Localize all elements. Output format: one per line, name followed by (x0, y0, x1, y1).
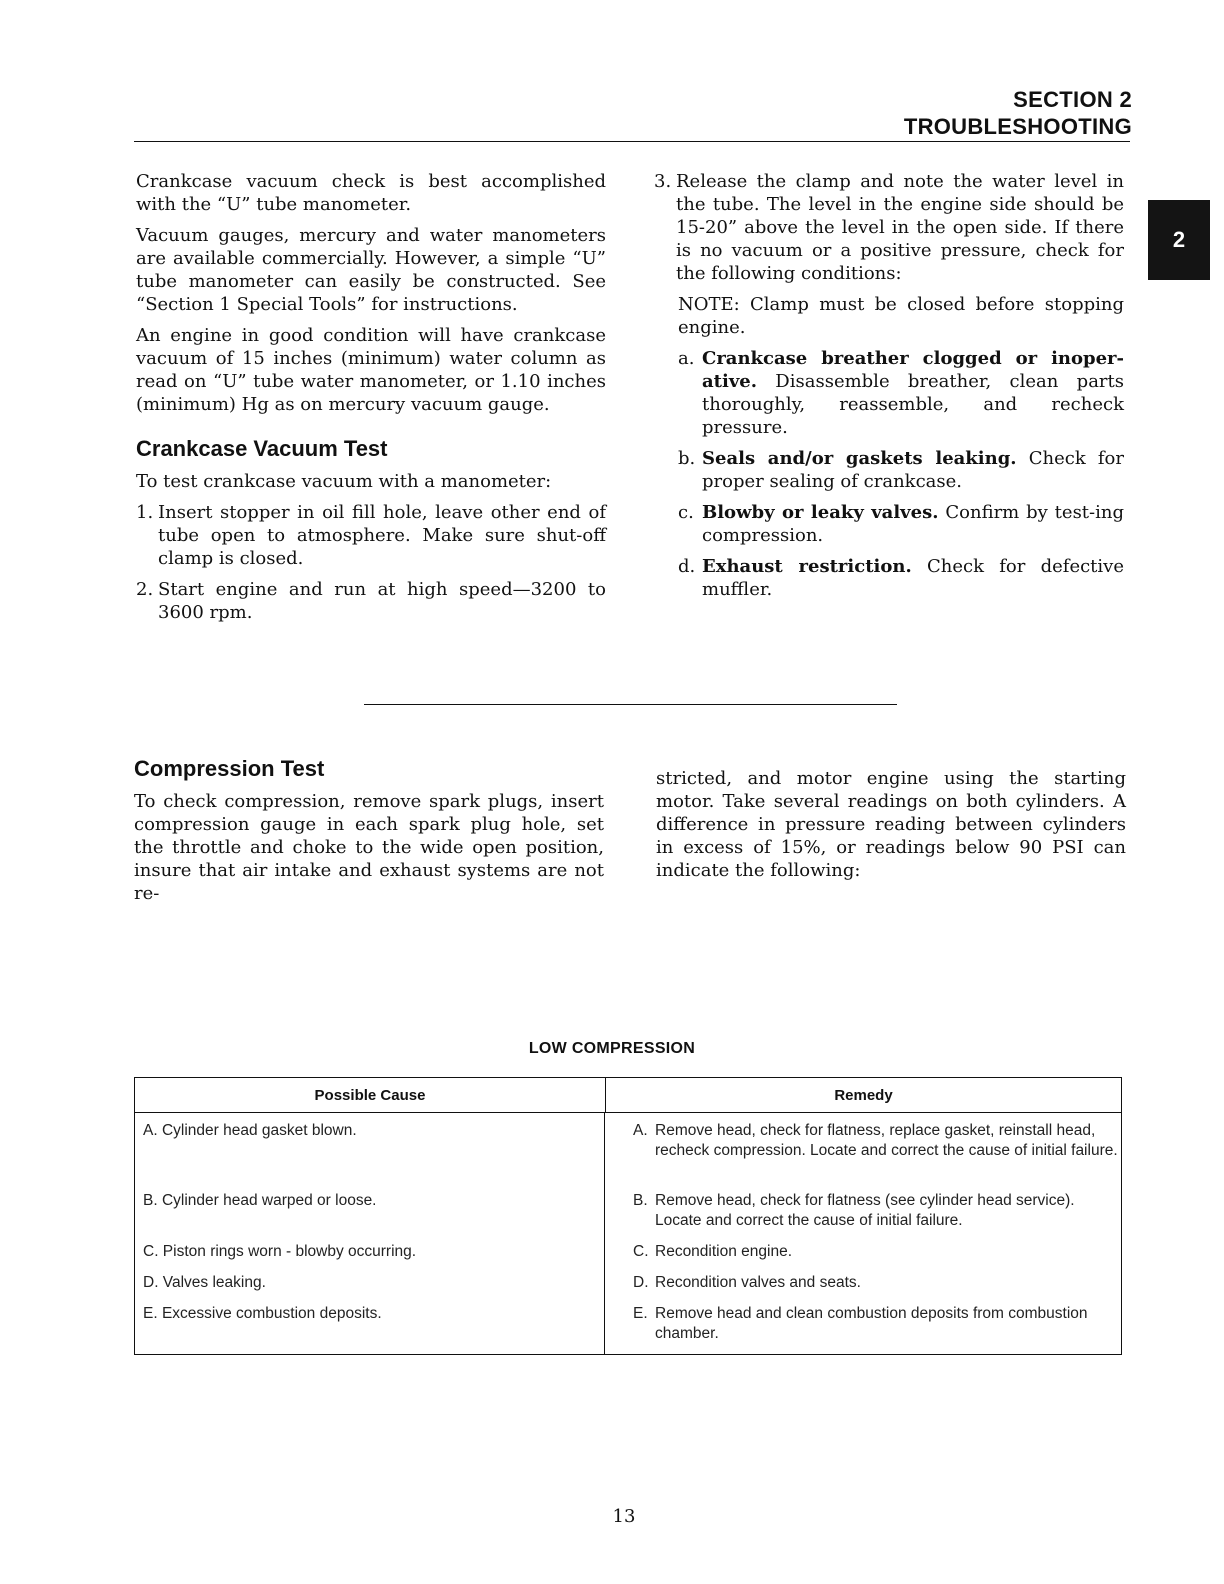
left-column (136, 170, 606, 632)
condition-item (654, 555, 1124, 601)
condition-item (654, 501, 1124, 547)
step-number: 1. (136, 502, 154, 523)
compression-heading: Compression Test (134, 756, 325, 781)
intro-paragraph: Vacuum gauges, mercury and water manometers are available commercially. However, a simple “U” tube manometer can easily be constructed. See “Section 1 Special Tools” for instructions. (136, 225, 606, 315)
remedy-letter: D. (633, 1274, 649, 1291)
condition-text: Disassemble breather, clean parts thoroughly, reassemble, and recheck pressure. (702, 371, 1124, 438)
compression-text: To check compression, remove spark plugs, insert compression gauge in each spark plug hole, set the throttle and choke to the wide open position, insure that air intake and exhaust systems are not re- (134, 791, 604, 904)
condition-item (654, 447, 1124, 493)
remedy-letter: A. (633, 1122, 648, 1139)
compression-right (656, 767, 1126, 882)
remedy-letter: C. (633, 1243, 649, 1260)
table-cell-remedy (633, 1242, 1121, 1273)
section-header (904, 86, 1132, 140)
table-cell-remedy (633, 1304, 1121, 1344)
step-item (136, 578, 606, 624)
section-number: SECTION 2 (1013, 87, 1132, 112)
step-number: 3. (654, 171, 672, 192)
step-item (654, 170, 1124, 285)
section-tab: 2 (1148, 200, 1210, 280)
remedy-text: Remove head, check for flatness, replace gasket, reinstall head, recheck compression. Locate and correct the cause of initial failure. (655, 1122, 1118, 1159)
condition-letter: c. (678, 502, 694, 523)
table-header (135, 1078, 1121, 1113)
remedy-text: Recondition engine. (655, 1243, 793, 1260)
cause-column (135, 1113, 605, 1354)
condition-item (654, 347, 1124, 439)
condition-letter: a. (678, 348, 695, 369)
section-title: TROUBLESHOOTING (903, 114, 1132, 139)
condition-letter: d. (678, 556, 696, 577)
table-cell-cause: C. Piston rings worn - blowby occurring. (143, 1243, 417, 1260)
table-body (135, 1113, 1121, 1354)
remedy-text: Recondition valves and seats. (655, 1274, 861, 1291)
step-number: 2. (136, 579, 154, 600)
condition-letter: b. (678, 448, 696, 469)
step-item (136, 501, 606, 570)
table-cell-cause: D. Valves leaking. (143, 1274, 266, 1291)
column-header-remedy: Remedy (834, 1086, 893, 1104)
condition-text: Check for proper sealing of crankcase. (702, 448, 1124, 492)
vacuum-test-lead: To test crankcase vacuum with a manometer: (136, 471, 552, 492)
step-text: Release the clamp and note the water level in the tube. The level in the engine side should be 15-20” above the level in the open side. If there is no vacuum or a positive pressure, check for the following conditions: (676, 171, 1124, 284)
remedy-letter: B. (633, 1192, 648, 1209)
vacuum-test-heading: Crankcase Vacuum Test (136, 436, 388, 461)
table-cell-remedy (633, 1273, 1121, 1304)
step-text: Insert stopper in oil fill hole, leave other end of tube open to atmosphere. Make sure shut-off clamp is closed. (158, 502, 606, 569)
right-column (654, 170, 1124, 609)
table-cell-remedy (633, 1191, 1121, 1242)
page-number: 13 (612, 1506, 636, 1527)
table-title: LOW COMPRESSION (528, 1040, 696, 1057)
compression-text: stricted, and motor engine using the starting motor. Take several readings on both cylinders. A difference in pressure reading between cylinders in excess of 15%, or readings below 90 PSI can indicate the following: (656, 768, 1126, 881)
clamp-note: NOTE: Clamp must be closed before stopping engine. (678, 294, 1124, 338)
remedy-text: Remove head and clean combustion deposits from combustion chamber. (655, 1305, 1088, 1342)
table-cell-cause: E. Excessive combustion deposits. (143, 1305, 382, 1322)
condition-title: Exhaust restriction. (702, 556, 912, 577)
intro-paragraph: Crankcase vacuum check is best accomplished with the “U” tube manometer. (136, 171, 606, 215)
intro-paragraph: An engine in good condition will have crankcase vacuum of 15 inches (minimum) water column as read on “U” tube water manometer, or 1.10 inches (minimum) Hg as on mercury vacuum gauge. (136, 325, 606, 415)
condition-title: Seals and/or gaskets leaking. (702, 448, 1017, 469)
condition-title: Crankcase breather clogged or inoper-ative. (702, 348, 1124, 392)
table-cell-remedy (633, 1121, 1121, 1191)
condition-title: Blowby or leaky valves. (702, 502, 939, 523)
condition-text: Confirm by test-ing compression. (702, 502, 1124, 546)
section-divider (364, 704, 897, 705)
remedy-letter: E. (633, 1305, 648, 1322)
low-compression-table (134, 1077, 1122, 1355)
table-cell-cause: B. Cylinder head warped or loose. (143, 1192, 377, 1209)
compression-left (134, 756, 604, 905)
header-rule (134, 141, 1130, 142)
condition-text: Check for defective muffler. (702, 556, 1124, 600)
column-header-cause: Possible Cause (135, 1078, 606, 1112)
table-cell-cause: A. Cylinder head gasket blown. (143, 1122, 357, 1139)
remedy-text: Remove head, check for flatness (see cylinder head service). Locate and correct the cause of initial failure. (655, 1192, 1075, 1229)
remedy-column (605, 1113, 1121, 1354)
step-text: Start engine and run at high speed—3200 to 3600 rpm. (158, 579, 606, 623)
